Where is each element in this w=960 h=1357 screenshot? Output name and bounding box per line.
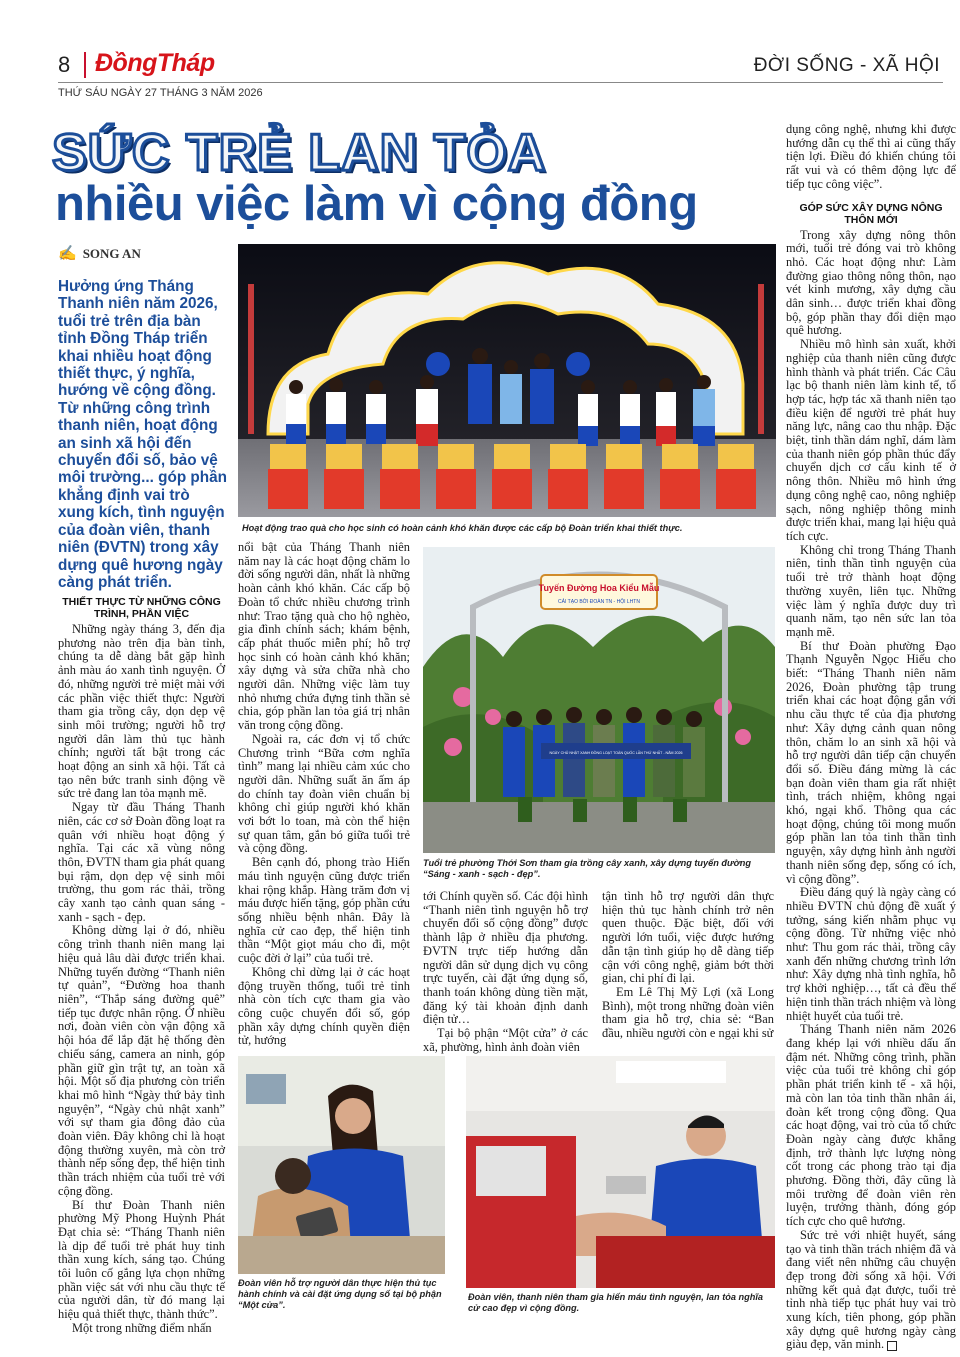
photo-caption-4: Đoàn viên, thanh niên tham gia hiến máu tình nguyện, lan tỏa nghĩa cử cao đẹp vì cộng đồng. [468,1292,764,1313]
pen-icon: ✍ [58,246,77,262]
photo-blood-donation [466,1056,775,1288]
column-5 [786,123,956,1352]
newspaper-logo: ĐồngTháp [95,49,215,77]
header-divider [84,52,86,78]
paragraph: Bên cạnh đó, phong trào Hiến máu tình nguyện cũng được triển khai rộng khắp. Hàng trăm đơn vị máu được hiến tặng, góp phần cứu sống nhiều bệnh nhân. Đây là nghĩa cử cao đẹp, thể hiện tinh thần “Một giọt máu cho đi, một cuộc đời ở lại” của tuổi trẻ. [238,855,410,966]
paragraph: tới Chính quyền số. Các đội hình “Thanh niên tình nguyện hỗ trợ chuyển đổi số cộng đồng” được thành lập ở nhiều địa phương. ĐVTN trực tiếp hướng dẫn người dân sử dụng dịch vụ công trực tuyến, cài đặt ứng dụng số, thanh toán không dùng tiền mặt, đăng ký tài khoản định danh điện tử… [423,889,588,1027]
column-2 [238,541,410,1048]
paragraph: Không chỉ dừng lại ở các hoạt động truyền thống, tuổi trẻ tỉnh nhà còn tích cực tham gia vào công cuộc chuyển đổi số, góp phần xây dựng chính quyền điện tử, hướng [238,964,410,1048]
photo-tree-planting [423,547,775,853]
headline-line-2: nhiều việc làm vì cộng đồng [55,177,698,231]
paragraph: Bí thư Đoàn phường Đạo Thạnh Nguyễn Ngọc Hiếu cho biết: “Tháng Thanh niên năm 2026, Đoàn phường tập trung triển khai các hoạt động gắn với nhu cầu thực tế của địa phương như: Xây dựng cảnh quan nông thôn, chăm lo an sinh xã hội và hỗ trợ người dân tiếp cận chuyển đổi số. Điều đáng mừng là các bạn đoàn viên tham gia rất nhiệt tình, trách nhiệm, không ngại khó, ngại khổ. Thông qua các hoạt động, chúng tôi mong muốn góp phần lan tỏa tinh thần tình nguyện, xây dựng hình ảnh người thanh niên sống đẹp, sống có ích, vì cộng đồng”. [786,638,956,886]
end-mark-icon [887,1341,897,1351]
subheading-1: THIẾT THỰC TỪ NHỮNG CÔNG TRÌNH, PHẦN VIỆC [62,596,221,620]
paragraph: Tại bộ phận “Một cửa” ở các xã, phường, hình ảnh đoàn viên [423,1026,588,1054]
paragraph: Trong xây dựng nông thôn mới, tuổi trẻ đóng vai trò không nhỏ. Các hoạt động như: Làm đường giao thông nông thôn, nạo vét kinh mương, xây dựng cầu dân sinh… được triển khai đồng bộ, góp phần thay đổi diện mạo quê hương. [786,227,956,338]
paragraph: Điều đáng quý là ngày càng có nhiều ĐVTN chủ động đề xuất ý tưởng, sáng kiến nhằm phục vụ cộng đồng. Từ những việc nhỏ như: Thu gom rác thải, trồng cây xanh đến những chương trình lớn như: Xây dựng nhà tình nghĩa, hỗ trợ khởi nghiệp…, tất cả đều thể hiện tinh thần trách nhiệm và lòng nhiệt huyết của tuổi trẻ. [786,885,956,1023]
column-1 [58,596,225,1336]
paragraph: Nhiều mô hình sản xuất, khởi nghiệp của thanh niên cũng được hình thành và phát triển. Các Câu lạc bộ thanh niên làm kinh tế, tổ hợp tác, hợp tác xã thanh niên tạo điều kiện để người trẻ phát huy năng lực, nâng cao thu nhập. Đặc biệt, tỉnh thần dám nghĩ, dám làm của thanh niên góp phần thúc đẩy chuyển dịch cơ cấu kinh tế ở nông thôn. Nhiều mô hình ứng dụng công nghệ cao, nông nghiệp sạch, nông nghiệp thông minh được triển khai, mang lại hiệu quả tích cực. [786,337,956,543]
final-paragraph-text: Sức trẻ với nhiệt huyết, sáng tạo và tinh thần trách nhiệm đã và đang viết nên những câu chuyện đẹp trong đời sống xã hội. Với những kết quả đạt được, tuổi trẻ tỉnh nhà tiếp tục phát huy vai trò xung kích, tiên phong, góp phần xây dựng quê hương ngày càng giàu đẹp, văn minh. [786,1227,956,1352]
paragraph: nổi bật của Tháng Thanh niên năm nay là các hoạt động chăm lo đời sống người dân, nhất là những hoàn cảnh khó khăn. Các cấp bộ Đoàn tổ chức nhiều chương trình như: Trao tặng quà cho hộ nghèo, gia đình chính sách; khám bệnh, cấp phát thuốc miễn phí; hỗ trợ học sinh có hoàn cảnh khó khăn; xây dựng và sửa chữa nhà cho người dân. Những việc làm tuy nhỏ nhưng chứa đựng tinh thần sẻ chia, góp phần lan tỏa giá trị nhân văn trong cộng đồng. [238,540,410,733]
lead-paragraph: Hưởng ứng Tháng Thanh niên năm 2026, tuổi trẻ trên địa bàn tỉnh Đồng Tháp triển khai nhiều hoạt động thiết thực, ý nghĩa, hướng về cộng đồng. Từ những công trình thanh niên, hoạt động an sinh xã hội đến chuyển đổi số, bảo vệ môi trường... góp phần khẳng định vai trò xung kích, tình nguyện của đoàn viên, thanh niên (ĐVTN) trong xây dựng quê hương ngày càng phát triển. [58,278,227,591]
paragraph: Bí thư Đoàn Thanh niên phường Mỹ Phong Huỳnh Phát Đạt chia sẻ: “Tháng Thanh niên là dịp để tuổi trẻ phát huy tinh thần xung kích, sáng tạo. Chúng tôi luôn cố gắng lựa chọn những phần việc sát với nhu cầu thực tế của người dân, từ đó mang lại hiệu quả thiết thực, thành thức”. [58,1197,225,1322]
byline [58,244,141,263]
subheading-2: GÓP SỨC XÂY DỰNG NÔNG THÔN MỚI [799,201,943,226]
section-title: ĐỜI SỐNG - XÃ HỘI [753,55,940,76]
paragraph: Em Lê Thị Mỹ Lợi (xã Long Bình), một trong những đoàn viên tham gia hỗ trợ, chia sẻ: “Ban đầu, nhiều người còn e ngại khi sử [602,984,774,1041]
page-number: 8 [58,52,71,77]
photo-one-stop-support [238,1056,445,1274]
column-4 [602,890,774,1041]
paragraph: Không dừng lại ở đó, nhiều công trình thanh niên mang lại hiệu quả lâu dài được triển khai. Những tuyến đường “Thanh niên tự quản”, “Đường hoa thanh niên”, “Thắp sáng đường quê” tiếp tục được nhân rộng. Ở nhiều nơi, đoàn viên còn vận động xã hội hóa để lắp đặt hệ thống đèn chiếu sáng, camera an ninh, góp phần giữ gìn trật tự, an toàn xã hội. Một số địa phương còn triển khai mô hình “Ngày thứ bảy tình nguyện”, “Ngày chủ nhật xanh” với sự tham gia đông đảo của đoàn viên. Đây không chỉ là hoạt động thường xuyên, mà còn trở thành nếp sống đẹp, thể hiện tinh thần trách nhiệm của tuổi trẻ với cộng đồng. [58,923,225,1198]
photo-gift-giving [238,244,776,517]
paragraph: Những ngày tháng 3, đến địa phương nào trên địa bàn tỉnh, chúng ta dễ dàng bắt gặp hình ảnh màu áo xanh tình nguyện. Ở đó, những người trẻ miệt mài với các phần việc thiết thực: Người tham gia trồng cây, dọn dẹp vệ sinh môi trường; người hỗ trợ người dân làm thủ tục hành chính; người tất bật trong các hoạt động an sinh xã hội. Tất cả tạo nên bức tranh sinh động về sức trẻ đang lan tỏa mạnh mẽ. [58,622,225,801]
photo-sign-subtext: CẢI TẠO BỞI ĐOÀN TN - HỘI LHTN [558,599,640,605]
paragraph: Tháng Thanh niên năm 2026 đang khép lại với nhiều dấu ấn đậm nét. Những công trình, phần việc của tuổi trẻ không chỉ góp phần phát triển kinh tế - xã hội, mà còn lan tỏa tinh thần nhân ái, đoàn kết trong cộng đồng. Qua các hoạt động, vai trò của tổ chức Đoàn ngày càng được khẳng định, trở thành lực lượng nòng cốt trong các phong trào tại địa phương. Đồng thời, đây cũng là môi trường để đoàn viên rèn luyện, trưởng thành, đóng góp tích cực cho quê hương. [786,1022,956,1229]
paragraph: dụng công nghệ, nhưng khi được hướng dẫn cụ thể thì ai cũng thấy tiện lợi. Điều đó khiến chúng tôi rất vui và có thêm động lực để tiếp tục công việc”. [786,122,956,191]
photo-caption-1: Hoạt động trao quà cho học sinh có hoàn cảnh khó khăn được các cấp bộ Đoàn triển khai thiết thực. [242,523,683,533]
paragraph: Ngoài ra, các đơn vị tổ chức Chương trình “Bữa cơm nghĩa tình” mang lại nhiều cảm xúc cho người dân. Những suất ăn ấm áp do chính tay đoàn viên chuẩn bị không chỉ giúp người khó khăn vơi bớt lo toan, mà còn thể hiện sự quan tâm, gắn bó giữa tuổi trẻ và cộng đồng. [238,731,410,856]
photo-sign-text: Tuyến Đường Hoa Kiểu Mẫu [538,583,660,593]
paragraph: tận tình hỗ trợ người dân thực hiện thủ tục hành chính trở nên quen thuộc. Đặc biệt, đối với người lớn tuổi, việc được hướng dẫn tận tình giúp họ dễ dàng tiếp cận với công nghệ, giảm bớt thời gian, chi phí đi lại. [602,889,774,986]
photo-banner-text: NGÀY CHỦ NHẬT XANH ĐỒNG LOẠT TOÀN QUỐC LẦN THỨ NHẤT - NĂM 2026 [549,751,683,755]
paragraph: Không chỉ trong Tháng Thanh niên, tinh thần tình nguyện của tuổi trẻ trở thành hoạt động thường xuyên, liên tục. Những việc làm ý nghĩa được duy trì quanh năm, tạo nên sức lan tỏa mạnh mẽ. [786,542,956,639]
paragraph: Ngay từ đầu Tháng Thanh niên, các cơ sở Đoàn đồng loạt ra quân với nhiều hoạt động ý nghĩa. Tại các xã vùng nông thôn, ĐVTN tham gia phát quang bụi rậm, dọn dẹp vệ sinh môi trường, thu gom rác thải, trồng cây xanh tạo cảnh quan sáng - xanh - sạch - đẹp. [58,800,225,924]
paragraph [786,1229,956,1352]
issue-date: THỨ SÁU NGÀY 27 THÁNG 3 NĂM 2026 [58,87,263,99]
author-name: SONG AN [82,246,141,261]
photo-caption-2: Tuổi trẻ phường Thới Sơn tham gia trồng cây xanh, xây dựng tuyến đường “Sáng - xanh - sạch - đẹp”. [423,858,751,879]
column-3 [423,890,588,1054]
header-rule [58,82,943,83]
photo-caption-3: Đoàn viên hỗ trợ người dân thực hiện thủ tục hành chính và cài đặt ứng dụng số tại bộ phận “Một cửa”. [238,1278,442,1310]
paragraph: Một trong những điểm nhấn [72,1320,212,1335]
headline-line-1: SỨC TRẺ LAN TỎA [52,124,547,182]
